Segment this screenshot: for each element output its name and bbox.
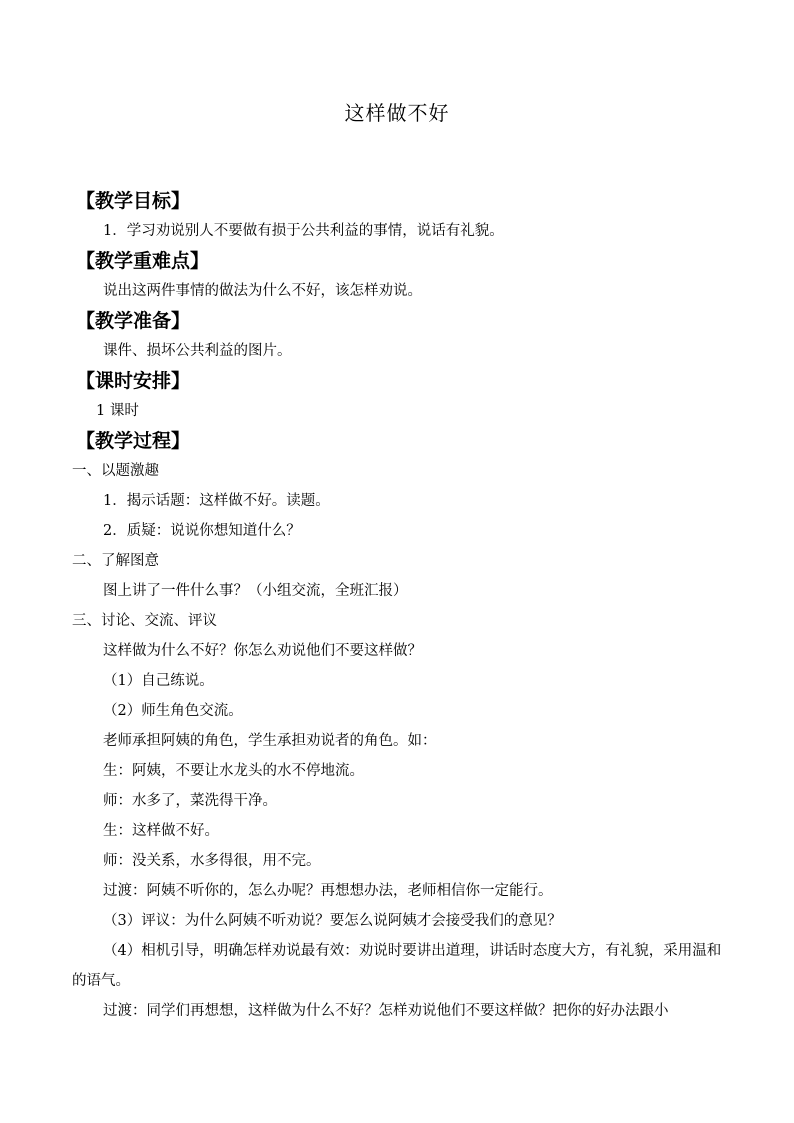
process-part3-line-6: 师：水多了，菜洗得干净。 bbox=[103, 793, 277, 809]
process-part3-line-1: 这样做为什么不好？你怎么劝说他们不要这样做？ bbox=[103, 643, 422, 659]
heading-process: 【教学过程】 bbox=[76, 430, 191, 452]
key-points-line-1: 说出这两件事情的做法为什么不好，该怎样劝说。 bbox=[103, 283, 422, 299]
process-part1-title: 一、以题激趣 bbox=[72, 463, 159, 479]
heading-teaching-goals: 【教学目标】 bbox=[76, 190, 191, 212]
process-part3-line-9: 过渡：阿姨不听你的，怎么办呢？再想想办法，老师相信你一定能行。 bbox=[103, 883, 553, 899]
process-part3-line-3: （2）师生角色交流。 bbox=[103, 703, 243, 719]
process-part2-line-1: 图上讲了一件什么事？（小组交流，全班汇报） bbox=[103, 583, 408, 599]
process-part3-title: 三、讨论、交流、评议 bbox=[72, 613, 217, 629]
process-part3-line-12: 过渡：同学们再想想，这样做为什么不好？怎样劝说他们不要这样做？把你的好办法跟小 bbox=[103, 1003, 669, 1019]
process-part3-line-11: （4）相机引导，明确怎样劝说最有效：劝说时要讲出道理，讲话时态度大方，有礼貌，采用温和的语气。 bbox=[72, 943, 722, 989]
process-part1-line-2: 2．质疑：说说你想知道什么？ bbox=[103, 523, 301, 539]
process-part3-line-8: 师：没关系，水多得很，用不完。 bbox=[103, 853, 321, 869]
process-part3-line-7: 生：这样做不好。 bbox=[103, 823, 219, 839]
schedule-line-1: 1 课时 bbox=[96, 403, 139, 419]
process-part3-line-10: （3）评议：为什么阿姨不听劝说？要怎么说阿姨才会接受我们的意见？ bbox=[103, 913, 562, 929]
heading-schedule: 【课时安排】 bbox=[76, 370, 191, 392]
goal-line-1: 1．学习劝说别人不要做有损于公共利益的事情，说话有礼貌。 bbox=[103, 223, 504, 239]
process-part3-line-5: 生：阿姨，不要让水龙头的水不停地流。 bbox=[103, 763, 364, 779]
process-part2-title: 二、了解图意 bbox=[72, 553, 159, 569]
process-part3-line-4: 老师承担阿姨的角色，学生承担劝说者的角色。如： bbox=[103, 733, 437, 749]
document-body bbox=[72, 186, 732, 1026]
process-part1-line-1: 1．揭示话题：这样做不好。读题。 bbox=[103, 493, 330, 509]
heading-key-points: 【教学重难点】 bbox=[76, 250, 210, 272]
preparation-line-1: 课件、损坏公共利益的图片。 bbox=[103, 343, 292, 359]
process-part3-line-2: （1）自己练说。 bbox=[103, 673, 214, 689]
heading-preparation: 【教学准备】 bbox=[76, 310, 191, 332]
document-title: 这样做不好 bbox=[344, 101, 450, 125]
